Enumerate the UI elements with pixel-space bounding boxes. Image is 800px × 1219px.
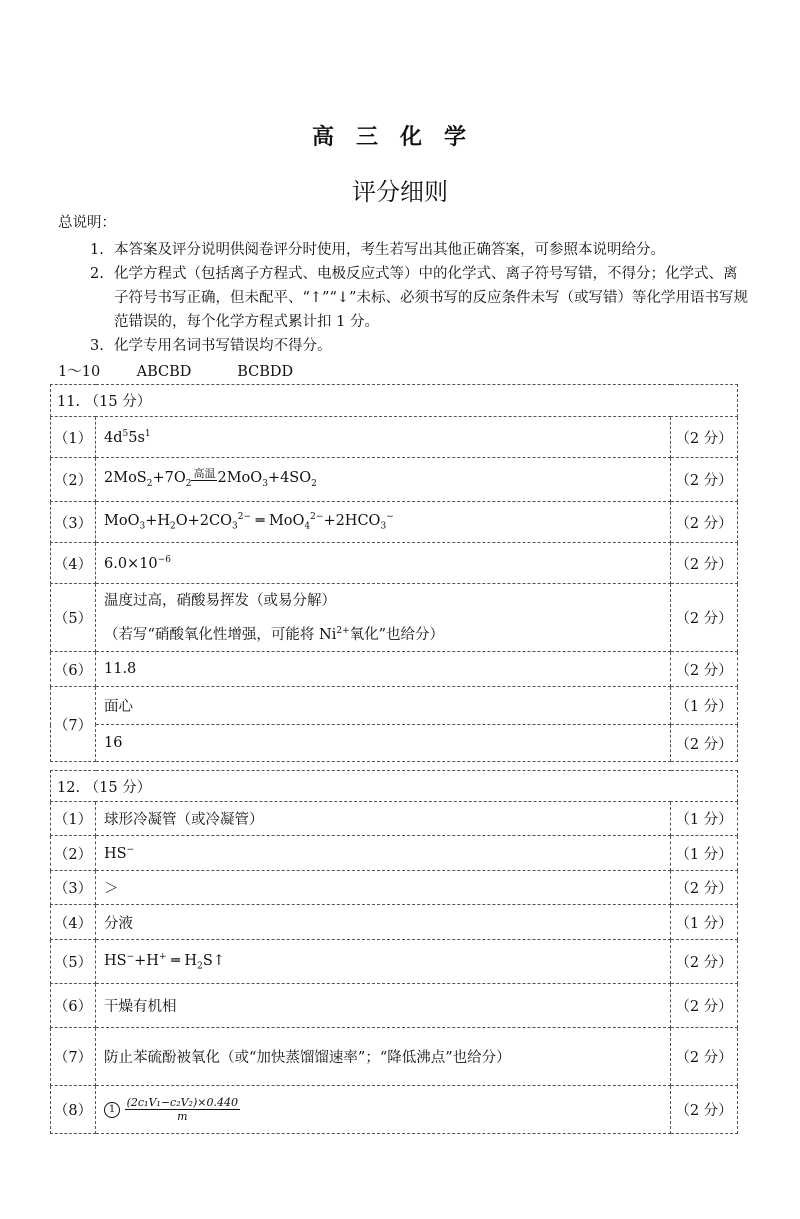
q11-7a-answer: 面心 <box>96 687 671 725</box>
q12-2-answer: HS− <box>96 836 671 871</box>
table-row: （1） 球形冷凝管（或冷凝管） （1 分） <box>51 802 738 836</box>
mc-group-2: BCBDD <box>237 364 294 380</box>
table-row: （4） 分液 （1 分） <box>51 905 738 940</box>
q11-score-table <box>50 384 738 762</box>
q11-1-answer: $4d^55s^1$ <box>96 417 671 458</box>
page-subtitle: 评分细则 <box>352 178 448 206</box>
q11-4-answer: $6.0\times 10^{-6}$ <box>96 543 671 584</box>
table-row: （1） $4d^55s^1$ （2 分） <box>51 417 738 458</box>
answer-sheet-page: 高三化学 评分细则 总说明： 1. 本答案及评分说明供阅卷评分时使用，考生若写出其他正确答案，可参照本说明给分。 2. 化学方程式（包括离子方程式、电极反应式等）中的化学式、离子符号写错，不得分；化学式、离子符号书写正确，但未配平、“↑”“↓”未标、必须书写的反应条件未写（或写错）等化学用语书写规范错误的，每个化学方程式累计扣 1 分。 3. 化学专用名词书写错误均不得分。 1～10 ABCBD BCBDD 11. （15 分） （1） $4d^55s^1$ （2 分） （2） $2MoS_2+7O_2$ 高温 $2MoO_3+4SO_2$ （2 分） （3） $MoO_3+H_2O+2CO_3^{2-}$ ═ $MoO_4^{2-}+2HCO_3^-$ （2 分） （4） $6.0\times 10^{-6}$ （2 分） （5） 温度过高，硝酸易挥发（或易分解） （若写“硝酸氧化性增强，可能将 $Ni^{2+}$氧化”也给分） （2 分） （6） 11.8 （2 分） （7） 面心 （1 分） 16 （2 分） 12. （15 分） （1） 球形冷凝管（或冷凝管） （1 分） （2） HS− （1 分） （3） ＞ （2 分） （4） 分液 （1 分） （5） HS−+H+ ═ $H_2S↑$ （2 分） （6） 干燥有机相 （2 分） （7） 防止苯硫酚被氧化（或“加快蒸馏馏速率”；“降低沸点”也给分） （2 分） （8） 1 $\frac{\text{(2c₁V₁−c₂V₂)×0.440}}{m}$ （2 分） <box>0 0 800 1219</box>
q12-6-answer: 干燥有机相 <box>96 984 671 1028</box>
general-notes-heading: 总说明： <box>58 215 116 231</box>
q12-7-answer: 防止苯硫酚被氧化（或“加快蒸馏馏速率”；“降低沸点”也给分） <box>96 1028 671 1086</box>
table-row: （2） $2MoS_2+7O_2$ 高温 $2MoO_3+4SO_2$ （2 分） <box>51 458 738 502</box>
q11-header-row <box>51 385 738 417</box>
q11-7b-answer: 16 <box>96 725 671 762</box>
q11-2-answer: $2MoS_2+7O_2$ 高温 $2MoO_3+4SO_2$ <box>96 458 671 502</box>
q11-header: 11. （15 分） <box>51 385 738 417</box>
circled-number: 1 <box>104 1102 120 1118</box>
table-row: （7） 面心 （1 分） <box>51 687 738 725</box>
q12-4-answer: 分液 <box>96 905 671 940</box>
q12-header: 12. （15 分） <box>51 771 738 802</box>
q12-1-answer: 球形冷凝管（或冷凝管） <box>96 802 671 836</box>
q12-score-table <box>50 770 738 1134</box>
q12-3-answer: ＞ <box>96 871 671 905</box>
reaction-condition: 高温 <box>193 466 216 480</box>
page-title: 高三化学 <box>311 124 488 150</box>
table-row: （8） 1 $\frac{\text{(2c₁V₁−c₂V₂)×0.440}}{m}$ （2 分） <box>51 1086 738 1134</box>
table-row: （3） $MoO_3+H_2O+2CO_3^{2-}$ ═ $MoO_4^{2-}+2HCO_3^-$ （2 分） <box>51 502 738 543</box>
q11-3-answer: $MoO_3+H_2O+2CO_3^{2-}$ ═ $MoO_4^{2-}+2HCO_3^-$ <box>96 502 671 543</box>
table-row: （7） 防止苯硫酚被氧化（或“加快蒸馏馏速率”；“降低沸点”也给分） （2 分） <box>51 1028 738 1086</box>
table-row: （4） $6.0\times 10^{-6}$ （2 分） <box>51 543 738 584</box>
table-row: 16 （2 分） <box>51 725 738 762</box>
q11-5-answer: 温度过高，硝酸易挥发（或易分解） （若写“硝酸氧化性增强，可能将 $Ni^{2+}$氧化”也给分） <box>96 584 671 652</box>
q11-6-answer: 11.8 <box>96 652 671 687</box>
table-row: （5） 温度过高，硝酸易挥发（或易分解） （若写“硝酸氧化性增强，可能将 $Ni^{2+}$氧化”也给分） （2 分） <box>51 584 738 652</box>
mc-range: 1～10 <box>58 364 101 380</box>
q12-header-row <box>51 771 738 802</box>
table-row: （6） 11.8 （2 分） <box>51 652 738 687</box>
table-row: （3） ＞ （2 分） <box>51 871 738 905</box>
multiple-choice-answers <box>58 360 293 381</box>
table-row: （6） 干燥有机相 （2 分） <box>51 984 738 1028</box>
mc-group-1: ABCBD <box>136 364 192 380</box>
table-row: （5） HS−+H+ ═ $H_2S↑$ （2 分） <box>51 940 738 984</box>
table-row: （2） HS− （1 分） <box>51 836 738 871</box>
formula-fraction: $\frac{\text{(2c₁V₁−c₂V₂)×0.440}}{m}$ <box>126 1096 238 1123</box>
q12-8-answer <box>96 1086 671 1134</box>
q12-5-answer: HS−+H+ ═ $H_2S↑$ <box>96 940 671 984</box>
